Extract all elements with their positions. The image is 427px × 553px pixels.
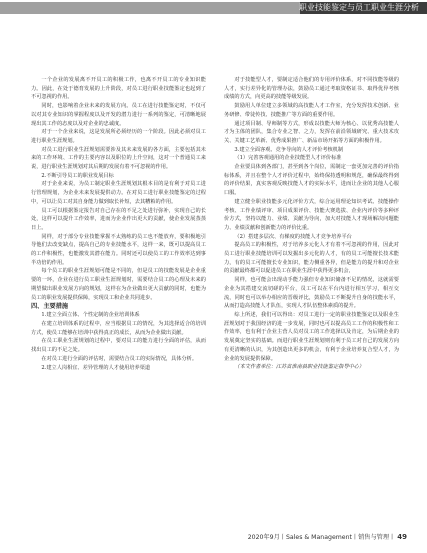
header-grey-band <box>0 2 300 14</box>
left-paragraph-3: 对于一个企业来说，这是发展所必须经历的一个阶段。因此必须对员工进行职业生涯规划。 <box>31 129 206 144</box>
left-paragraph-9: 每个员工的职业生涯规划可能是不同的，但是员工的技能发展是企业重要的一环，企业在进行员工职业生涯规划时，需要结合员工的心理及未来的期望做出职业发展方向的规划，这样在为企业做出更大贡献的同时，也能为员工的职业发展提供保障，实现员工和企业共同进步。 <box>31 268 206 301</box>
left-paragraph-2: 同时，也影响着企业未来的发展方向。员工在进行技能鉴定时，不仅可以对其专业知识的掌握程度以及开发的潜力进行一系列的鉴定，可清晰地展现出其工作的态度以及对企业的忠诚度。 <box>31 103 206 127</box>
page-footer <box>248 532 407 541</box>
left-after-heading-3: 在员工职业生涯规划的过程中，要对员工的能力进行全面的评估，从而找出员工的不足之处。 <box>31 338 206 354</box>
right-subheading-3-1: （1）完善客观通用的企业技能型人才评价标准 <box>234 155 342 162</box>
left-paragraph-1: 一个企业的发展离不开员工的积极工作，也离不开员工的专业知识能力。因此，在处于德育发展的上升阶段，对员工进行职业技能鉴定也起到了不可忽视的作用。 <box>31 77 206 101</box>
left-paragraph-7: 员工可以根据鉴定报告对自己存在的不足之处进行弥补，实现自己的长处，这样可以提升工作效率，进而为企业作出更大的贡献，使企业发展蒸蒸日上。 <box>31 207 206 231</box>
right-paragraph-1: 对于技能型人才，要制定适合他们的专用评价体系，对不同技能等级的人才，实行差异化的管理办法，鼓励员工通过考取资格证书、取得优异考核成绩的方式，向更高的技能等级发展。 <box>224 77 399 101</box>
right-paragraph-10: 同样，也可能会出现动手能力强但专业知识储备不足的情况，这就需要企业为其搭建交流切磋的平台，员工可以在平台内进行相互学习，相互交流，同时也可以举办相应的晋级评比，鼓励员工不断提升自身的技能水平，从而打造高技能人才队伍，实现人才队伍整体素质的提升。 <box>224 277 399 310</box>
right-subheading-3-2: （2）搭建多层次、有梯度的技能人才竞争培养平台 <box>234 233 352 240</box>
left-after-heading-2: 在建立培训体系的过程中，应当根据员工的情况，为其选择适合的培训方式，使员工能够在培训中获得真正的成长，从而为企业做出贡献。 <box>31 320 206 336</box>
section-heading: 四、主要措施 <box>31 303 69 311</box>
left-paragraph-4: 对员工进行职业生涯规划需要涉及其未来发展的各方面，主要包括其未来的工作环境、工作的主要内容以及职位的上升空间，这对一个普通员工来说，进行职业生涯规划对其后期的发展有着不可忽视的作用。 <box>31 146 206 171</box>
left-paragraph-6: 对于企业来说，为员工制定职业生涯规划其根本目的是有利于对员工进行管理规划，为企业未来发展提供动力。在对员工进行职业技能鉴定的过程中，可以让员工对其自身能力做到取长补短，去其糟粕的作用。 <box>31 181 206 205</box>
right-subheading-3: 3.建立全面客观、竞争导向的人才评价考核机制 <box>234 146 344 153</box>
right-paragraph-7: 建立健全职业技能多元化评价方式，综合运用理论知识考试、技能操作考核、工作业绩评审、项目成果评价、技能大赛选拔、企业内评价等多种评价方式，坚持以能力、业绩、贡献为导向，加大对技能人才现场解决问题能力、业绩贡献和创新能力的评价比重。 <box>224 198 399 231</box>
footer-text: 2020年9月丨Sales & Management丨销售与管理丨 <box>247 534 396 541</box>
right-paragraph-2: 鼓励用人单位建立多领域的高技能人才工作室，充分发挥技术创新、业务研修、带徒传技、技能推广等方面的重要作用。 <box>224 103 399 118</box>
left-after-heading-1: 1.建立全面立体、个性定制的企业培训体系 <box>41 312 140 319</box>
author-note: （本文作者单位：江苏省淮南县职业技能鉴定指导中心） <box>234 364 365 371</box>
page-number: 49 <box>397 533 407 541</box>
right-paragraph-9: 提高员工的积极性，对于培养多元化人才有着不可忽视的作用，因此对员工进行职业技能培训可以发掘出多元化的人才，有的员工可能擅长技术能力，有的员工可能擅长专业知识，能力侧重各异，但是能力的提升和对企业的贡献最终都可以促进员工在职业生涯中获得更多机会， <box>224 242 399 275</box>
right-paragraph-11: 综上所述，我们可以得出：对员工进行一定的职业技能鉴定以及职业生涯规划对于我国经济的进一步发展，同时也可以提高员工工作的积极性和工作效率，也有利于企业主营人员对员工的工作选择以及肯定，为后期企业的发展奠定坚实的基础。而进行职业生涯规划则有利于员工对自己的发展方向有更清晰的认识，为其创造出更多的机会，有利于企业培养复合型人才，为企业的发展提供保障。 <box>224 311 399 362</box>
right-paragraph-3: 通过项目制、导师制等方式，形成以技能大师为核心、以优秀高技能人才为主体的团队，集合专业之智、之力，发挥在前沿领域研究、重大技术攻关、关键工艺革新、优秀成果推广、新品市场开拓等方面的积极作用。 <box>224 120 399 144</box>
left-after-heading-5: 2.建立人岗相宜、差异管理的人才使用培养渠道 <box>41 364 151 371</box>
right-column <box>224 76 399 372</box>
left-column <box>31 76 206 372</box>
left-subheading-2: 2.不断引导员工的职业发展目标 <box>41 172 114 179</box>
left-paragraph-8: 同样，对于部分专业技能掌握不太熟练的员工也不能放弃，要积极地引导他们去改变缺点，提高自己的专业技能水平，这样一来，既可以提高员工的工作积极性，也能激发其潜在能力。同时还可以使员工的工作效率达到事半功倍的作用。 <box>31 233 206 266</box>
page-header <box>0 0 427 16</box>
right-paragraph-6: 企业要具体到各部门，甚至到各个岗位，需制定一套更加完善的评价指标体系，并且在整个人才评价过程中，始终保持透明和规范，确保最终得到的评价结果，真实客观反映技能人才的实际水平，进而让企业的其他人心服口服。 <box>224 164 399 197</box>
header-title: 职业技能鉴定与员工职业生涯分析 <box>299 3 419 12</box>
left-after-heading-4: 在对员工进行全面的评估时，需要结合员工的实际情况，具体分析。 <box>41 355 198 362</box>
